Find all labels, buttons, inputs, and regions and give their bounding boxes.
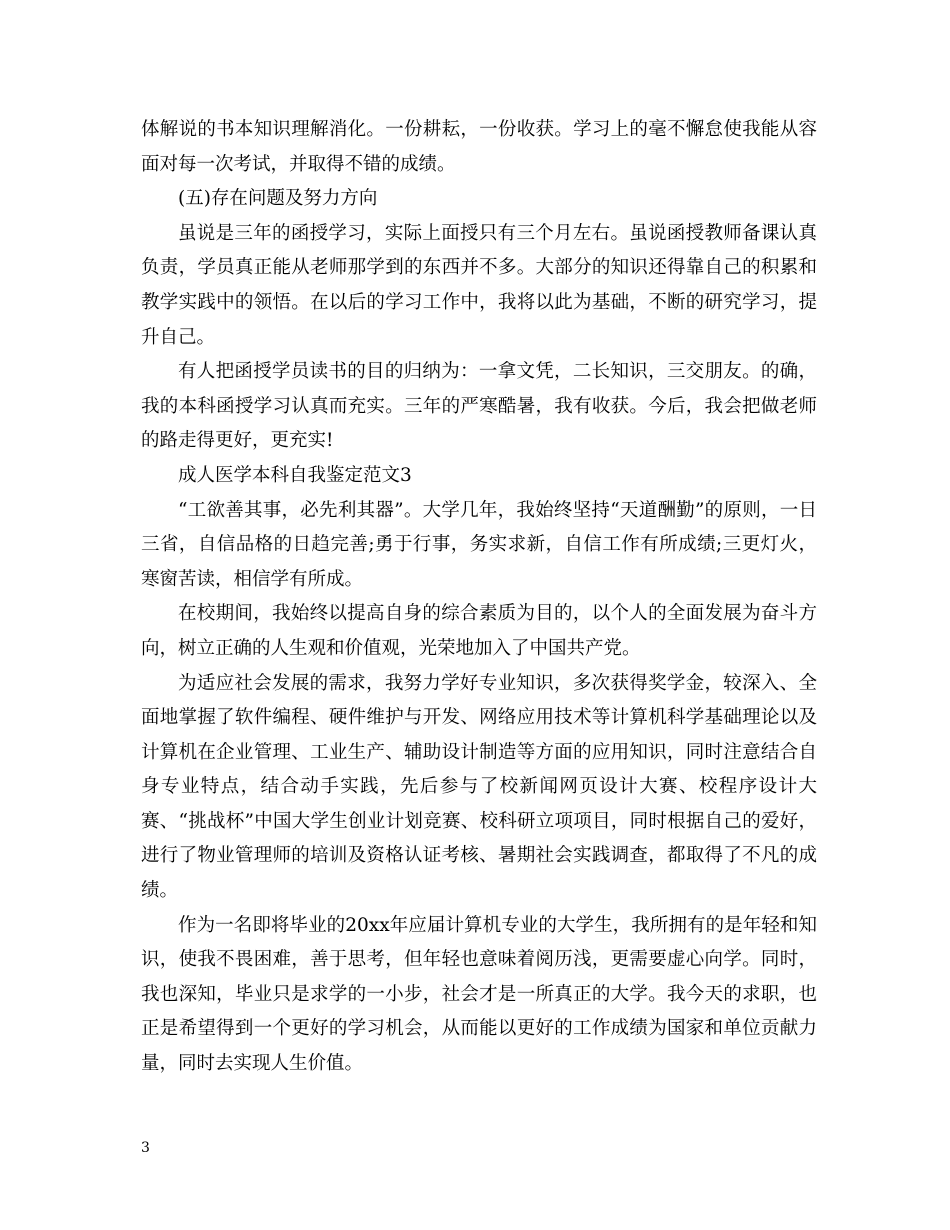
paragraph: 作为一名即将毕业的20xx年应届计算机专业的大学生，我所拥有的是年轻和知识，使我不畏困难，善于思考，但年轻也意味着阅历浅，更需要虚心向学。同时，我也深知，毕业只是求学的一小步，社会才是一所真正的大学。我今天的求职，也正是希望得到一个更好的学习机会，从而能以更好的工作成绩为国家和单位贡献力量，同时去实现人生价值。 — [141, 914, 817, 1075]
paragraph: 在校期间，我始终以提高自身的综合素质为目的，以个人的全面发展为奋斗方向，树立正确的人生观和价值观，光荣地加入了中国共产党。 — [141, 603, 817, 659]
document-body — [141, 113, 817, 1082]
paragraph: 为适应社会发展的需求，我努力学好专业知识，多次获得奖学金，较深入、全面地掌握了软件编程、硬件维护与开发、网络应用技术等计算机科学基础理论以及计算机在企业管理、工业生产、辅助设计制造等方面的应用知识，同时注意结合自身专业特点，结合动手实践，先后参与了校新闻网页设计大赛、校程序设计大赛、“挑战杯”中国大学生创业计划竞赛、校科研立项项目，同时根据自己的爱好，进行了物业管理师的培训及资格认证考核、暑期社会实践调查，都取得了不凡的成绩。 — [141, 672, 817, 902]
paragraph: “工欲善其事，必先利其器”。大学几年，我始终坚持“天道酬勤”的原则，一日三省，自信品格的日趋完善;勇于行事，务实求新，自信工作有所成绩;三更灯火，寒窗苦读，相信学有所成。 — [141, 499, 817, 590]
section-heading: (五)存在问题及努力方向 — [178, 188, 378, 210]
paragraph: 有人把函授学员读书的目的归纳为：一拿文凭，二长知识，三交朋友。的确，我的本科函授学习认真而充实。三年的严寒酷暑，我有收获。今后，我会把做老师的路走得更好，更充实! — [141, 361, 817, 452]
paragraph: 虽说是三年的函授学习，实际上面授只有三个月左右。虽说函授教师备课认真负责，学员真正能从老师那学到的东西并不多。大部分的知识还得靠自己的积累和教学实践中的领悟。在以后的学习工作中，我将以此为基础，不断的研究学习，提升自己。 — [141, 222, 817, 348]
document-subtitle: 成人医学本科自我鉴定范文3 — [178, 464, 412, 486]
paragraph-continued: 体解说的书本知识理解消化。一份耕耘，一份收获。学习上的毫不懈怠使我能从容面对每一次考试，并取得不错的成绩。 — [141, 119, 817, 175]
page-number: 3 — [141, 1140, 150, 1156]
